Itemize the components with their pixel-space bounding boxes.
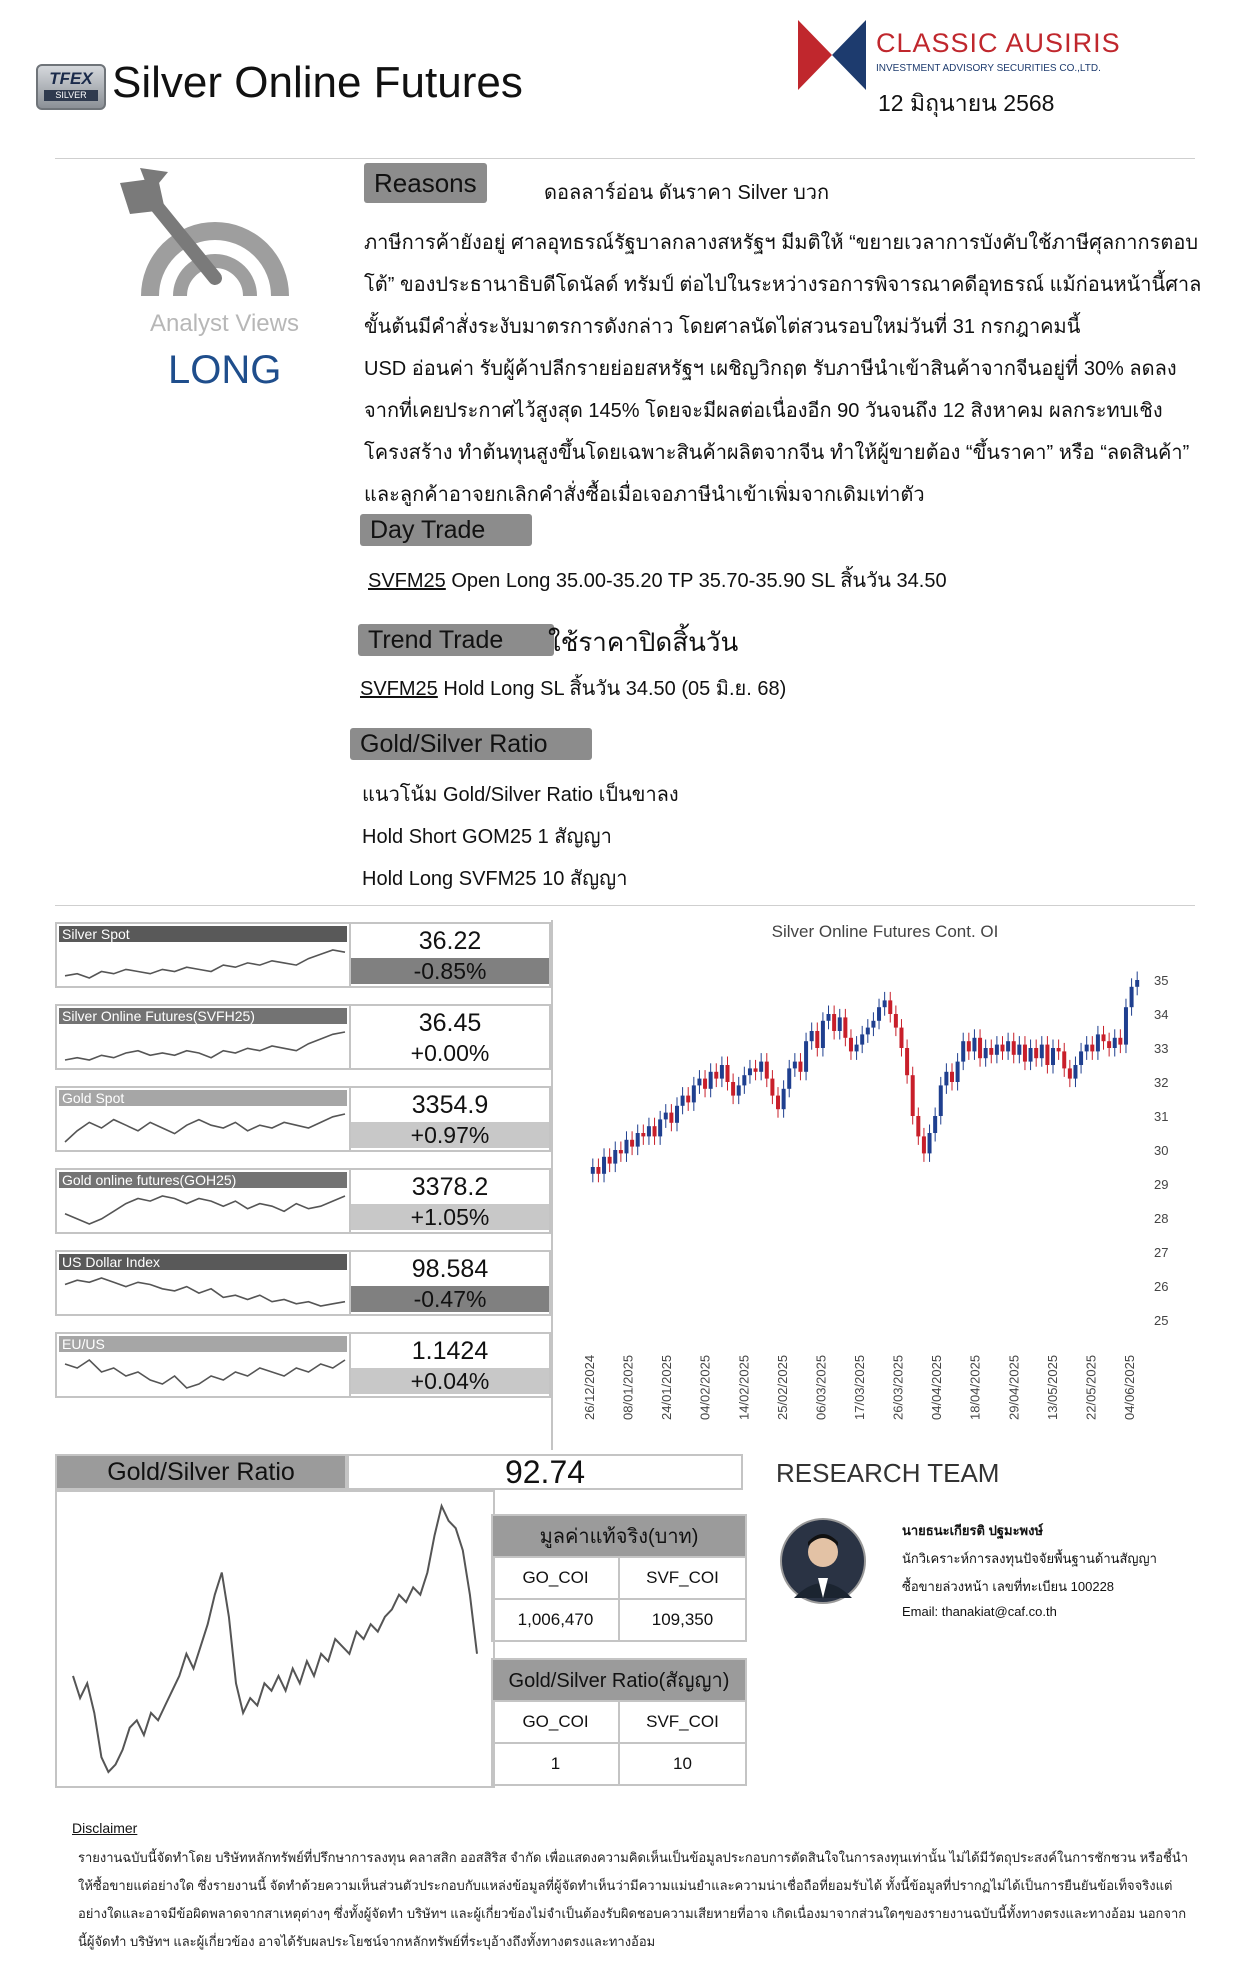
header-divider xyxy=(55,158,1195,159)
candle-body xyxy=(1062,1051,1066,1068)
gs-ratio-notes xyxy=(362,774,679,900)
gs-note-line: แนวโน้ม Gold/Silver Ratio เป็นขาลง xyxy=(362,784,679,806)
y-tick-label: 27 xyxy=(1154,1245,1169,1260)
candle-body xyxy=(602,1157,606,1174)
candle-body xyxy=(899,1028,903,1048)
candle-body xyxy=(1001,1045,1005,1052)
candle-body xyxy=(815,1031,819,1048)
sparkline-path xyxy=(65,1114,345,1142)
disclaimer-title: Disclaimer xyxy=(72,1820,138,1836)
ratio-line-chart xyxy=(65,1500,485,1780)
sparkline-path xyxy=(65,1278,345,1306)
ratio-label: Gold/Silver Ratio xyxy=(55,1454,347,1490)
ratio-contracts-table xyxy=(491,1658,747,1786)
candle-body xyxy=(1085,1045,1089,1052)
candle-body xyxy=(675,1106,679,1123)
candle-body xyxy=(984,1048,988,1058)
y-tick-label: 25 xyxy=(1154,1313,1169,1328)
day-trade-symbol: SVFM25 xyxy=(368,570,446,592)
market-box-eurusd xyxy=(55,1332,551,1398)
x-tick-label: 25/02/2025 xyxy=(774,1354,790,1420)
brand-subtitle: INVESTMENT ADVISORY SECURITIES CO.,LTD. xyxy=(876,63,1101,74)
reasons-line: ภาษีการค้ายังอยู่ ศาลอุทธรณ์รัฐบาลกลางสหรัฐฯ มีมติให้ “ขยายเวลาการบังคับใช้ภาษีศุลกากรตอบ xyxy=(364,232,1199,254)
market-value: 3378.2 xyxy=(411,1173,489,1201)
table-header: SVF_COI xyxy=(619,1701,746,1743)
candle-body xyxy=(961,1041,965,1061)
market-name: Silver Spot xyxy=(59,926,347,942)
day-trade-text: Open Long 35.00-35.20 TP 35.70-35.90 SL สิ้นวัน 34.50 xyxy=(445,570,947,592)
gs-note-line: Hold Long SVFM25 10 สัญญา xyxy=(362,868,628,890)
candle-body xyxy=(1113,1038,1117,1048)
x-tick-label: 14/02/2025 xyxy=(736,1354,752,1420)
candle-body xyxy=(765,1062,769,1079)
x-tick-label: 13/05/2025 xyxy=(1044,1354,1060,1420)
candle-body xyxy=(939,1085,943,1116)
table-header: GO_COI xyxy=(492,1557,619,1599)
candle-body xyxy=(967,1041,971,1051)
candle-body xyxy=(1017,1045,1021,1055)
candle-body xyxy=(653,1126,657,1136)
ratio-value: 92.74 xyxy=(347,1454,743,1490)
candle-body xyxy=(596,1167,600,1174)
candle-body xyxy=(1023,1045,1027,1062)
candle-body xyxy=(770,1079,774,1096)
brand-logo-icon xyxy=(798,20,866,90)
candle-body xyxy=(838,1017,842,1031)
table-header: GO_COI xyxy=(492,1701,619,1743)
x-tick-label: 17/03/2025 xyxy=(852,1354,867,1420)
brand-name: CLASSIC AUSIRIS xyxy=(876,28,1121,58)
table-title: Gold/Silver Ratio(สัญญา) xyxy=(492,1659,746,1701)
candle-body xyxy=(787,1068,791,1088)
candle-body xyxy=(1034,1048,1038,1058)
candle-body xyxy=(1051,1048,1055,1065)
candle-body xyxy=(933,1116,937,1133)
market-name: US Dollar Index xyxy=(59,1254,347,1270)
candle-body xyxy=(843,1017,847,1037)
candle-body xyxy=(709,1072,713,1089)
candle-body xyxy=(1107,1041,1111,1048)
report-date: 12 มิถุนายน 2568 xyxy=(878,90,1055,116)
candle-body xyxy=(624,1140,628,1154)
y-tick-label: 29 xyxy=(1154,1177,1169,1192)
y-tick-label: 32 xyxy=(1154,1075,1169,1090)
y-tick-label: 34 xyxy=(1154,1007,1169,1022)
candle-body xyxy=(1029,1048,1033,1062)
candle-body xyxy=(894,1014,898,1028)
candle-body xyxy=(804,1041,808,1072)
reasons-line: โครงสร้าง ทำต้นทุนสูงขึ้นโดยเฉพาะสินค้าผลิตจากจีน ทำให้ผู้ขายต้อง “ขึ้นราคา” หรือ “ลดสินค้า” xyxy=(364,442,1190,464)
sparkline-path xyxy=(65,950,345,978)
candle-body xyxy=(883,1000,887,1007)
disclaimer-text: รายงานฉบับนี้จัดทำโดย บริษัทหลักทรัพย์ที่ปรึกษาการลงทุน คลาสสิก ออสสิริส จำกัด เพื่อแสดงความคิดเห็นเป็นข้อมูลประกอบการตัดสินใจในการลงทุนเท่านั้น ไม่ได้มีวัตถุประสงค์ในการชักชวน หรือชี้นำให้ซื้อขายแต่อย่างใด ซึ่งรายงานนี้ จัดทำด้วยความเห็นส่วนตัวประกอบกับแหล่งข้อมูลที่ผู้จัดทำเห็นว่ามีความแม่นยำและความน่าเชื่อถือที่ยอมรับได้ ทั้งนี้ข้อมูลที่ปรากฏไม่ได้เป็นการยืนยันข้อเท็จจริงแต่อย่างใดและอาจมีข้อผิดพลาดจากสาเหตุต่างๆ ซึ่งทั้งผู้จัดทำ บริษัทฯ และผู้เกี่ยวข้องไม่จำเป็นต้องรับผิดชอบความเสียหายที่อาจ เกิดเนื่องมาจากส่วนใดๆของรายงานฉบับนี้ทั้งทางตรงและทางอ้อม นอกจากนี้ผู้จัดทำ บริษัทฯ และผู้เกี่ยวข้อง อาจได้รับผลประโยชน์จากหลักทรัพย์ที่ระบุอ้างถึงทั้งทางตรงและทางอ้อม xyxy=(78,1850,1189,1949)
candle-body xyxy=(956,1062,960,1082)
trend-trade-text: Hold Long SL สิ้นวัน 34.50 (05 มิ.ย. 68) xyxy=(437,678,787,700)
analyst-email[interactable]: Email: thanakiat@caf.co.th xyxy=(902,1604,1057,1619)
analyst-license: ซื้อขายล่วงหน้า เลขที่ทะเบียน 100228 xyxy=(902,1579,1115,1594)
candle-body xyxy=(1057,1048,1061,1051)
candle-body xyxy=(989,1048,993,1055)
market-box-silver-futures xyxy=(55,1004,551,1070)
candle-body xyxy=(613,1150,617,1164)
candle-body xyxy=(860,1034,864,1044)
candle-body xyxy=(759,1062,763,1072)
x-tick-label: 08/01/2025 xyxy=(620,1354,636,1420)
candle-body xyxy=(737,1085,741,1095)
candle-body xyxy=(630,1140,634,1147)
market-value: 3354.9 xyxy=(411,1091,489,1119)
reasons-line: จากที่เคยประกาศไว้สูงสุด 145% โดยจะมีผลต่อเนื่องอีก 90 วันจนถึง 12 สิงหาคม ผลกระทบเชิง xyxy=(364,400,1163,422)
candle-body xyxy=(1118,1038,1122,1045)
table-header: SVF_COI xyxy=(619,1557,746,1599)
candle-body xyxy=(950,1072,954,1082)
market-change: +1.05% xyxy=(351,1204,549,1230)
sparkline-path xyxy=(65,1196,345,1224)
ratio-chart-frame xyxy=(55,1490,495,1788)
candle-body xyxy=(664,1113,668,1120)
candle-body xyxy=(1040,1045,1044,1059)
analyst-name: นายธนะเกียรติ ปฐมะพงษ์ xyxy=(902,1523,1044,1538)
market-name: EU/US xyxy=(59,1336,347,1352)
market-value: 36.22 xyxy=(418,927,482,955)
candle-body xyxy=(669,1113,673,1123)
market-change: -0.85% xyxy=(351,958,549,984)
x-tick-label: 29/04/2025 xyxy=(1006,1354,1022,1420)
candle-body xyxy=(1073,1065,1077,1079)
candle-body xyxy=(995,1045,999,1055)
candle-body xyxy=(703,1079,707,1089)
y-tick-label: 33 xyxy=(1154,1041,1169,1056)
candle-body xyxy=(1006,1041,1010,1051)
sparkline xyxy=(61,944,349,984)
reasons-tag: Reasons xyxy=(364,163,487,203)
page-title: Silver Online Futures xyxy=(112,58,523,107)
candle-body xyxy=(1079,1051,1083,1065)
market-value: 98.584 xyxy=(411,1255,489,1283)
candle-body xyxy=(726,1065,730,1082)
market-box-dollar-index xyxy=(55,1250,551,1316)
candle-body xyxy=(905,1048,909,1075)
candle-body xyxy=(754,1068,758,1071)
sparkline xyxy=(61,1272,349,1312)
candle-body xyxy=(1135,980,1139,987)
analyst-views-label: Analyst Views xyxy=(150,310,299,337)
candle-body xyxy=(821,1021,825,1048)
sparkline xyxy=(61,1026,349,1066)
y-tick-label: 30 xyxy=(1154,1143,1169,1158)
candle-body xyxy=(636,1133,640,1147)
candle-body xyxy=(692,1085,696,1102)
table-title: มูลค่าแท้จริง(บาท) xyxy=(492,1515,746,1557)
table-cell: 10 xyxy=(619,1743,746,1785)
x-tick-label: 22/05/2025 xyxy=(1083,1354,1099,1420)
day-trade-line xyxy=(368,560,947,602)
trend-trade-note: ใช้ราคาปิดสิ้นวัน xyxy=(548,627,739,657)
y-tick-label: 35 xyxy=(1154,973,1169,988)
reasons-line: โต้” ของประธานาธิบดีโดนัลด์ ทรัมป์ ต่อไปในระหว่างรอการพิจารณาคดีอุทธรณ์ แม้ก่อนหน้านี้ศาล xyxy=(364,274,1202,296)
analyst-role: นักวิเคราะห์การลงทุนปัจจัยพื้นฐานด้านสัญญา xyxy=(902,1551,1157,1566)
trend-trade-tag: Trend Trade xyxy=(358,624,554,656)
reasons-body xyxy=(364,222,1244,516)
tfex-logo: TFEX SILVER xyxy=(36,64,106,110)
trend-trade-symbol: SVFM25 xyxy=(360,678,438,700)
candle-body xyxy=(798,1062,802,1072)
candle-body xyxy=(827,1014,831,1021)
market-value: 36.45 xyxy=(418,1009,482,1037)
candle-body xyxy=(782,1089,786,1109)
candle-body xyxy=(877,1007,881,1021)
candle-body xyxy=(647,1126,651,1136)
candle-body xyxy=(776,1096,780,1110)
candle-body xyxy=(1124,1007,1128,1044)
trend-trade-line xyxy=(360,668,786,710)
candle-body xyxy=(697,1079,701,1086)
candle-body xyxy=(849,1038,853,1052)
y-tick-label: 31 xyxy=(1154,1109,1169,1124)
candle-body xyxy=(608,1157,612,1164)
sparkline xyxy=(61,1354,349,1394)
candlestick-chart xyxy=(580,950,1220,1430)
market-change: +0.00% xyxy=(410,1040,490,1066)
candle-body xyxy=(916,1116,920,1136)
analyst-view-value: LONG xyxy=(168,348,282,392)
candle-body xyxy=(1096,1034,1100,1051)
reasons-line: ขั้นต้นมีคำสั่งระงับมาตรการดังกล่าว โดยศาลนัดไต่สวนรอบใหม่วันที่ 31 กรกฎาคมนี้ xyxy=(364,316,1081,338)
reasons-line: และลูกค้าอาจยกเลิกคำสั่งซื้อเมื่อเจอภาษีนำเข้าเพิ่มจากเดิมเท่าตัว xyxy=(364,484,925,506)
candle-body xyxy=(911,1075,915,1116)
reasons-headline: ดอลลาร์อ่อน ดันราคา Silver บวก xyxy=(544,182,830,204)
candle-body xyxy=(658,1119,662,1136)
table-cell: 1,006,470 xyxy=(492,1599,619,1641)
target-icon xyxy=(110,168,300,308)
x-tick-label: 18/04/2025 xyxy=(967,1354,983,1420)
candle-body xyxy=(888,1000,892,1014)
x-tick-label: 06/03/2025 xyxy=(813,1354,829,1420)
candle-body xyxy=(1068,1068,1072,1078)
candle-body xyxy=(720,1065,724,1079)
gs-ratio-tag: Gold/Silver Ratio xyxy=(350,728,592,760)
day-trade-tag: Day Trade xyxy=(360,514,532,546)
analyst-photo xyxy=(780,1518,866,1604)
candle-body xyxy=(681,1096,685,1106)
candle-body xyxy=(972,1038,976,1052)
x-tick-label: 26/12/2024 xyxy=(582,1354,597,1420)
market-box-gold-futures xyxy=(55,1168,551,1234)
market-change: -0.47% xyxy=(351,1286,549,1312)
fair-value-table xyxy=(491,1514,747,1642)
y-tick-label: 26 xyxy=(1154,1279,1169,1294)
ratio-line xyxy=(73,1506,477,1772)
y-tick-label: 28 xyxy=(1154,1211,1169,1226)
market-box-gold-spot xyxy=(55,1086,551,1152)
candle-body xyxy=(866,1028,870,1035)
candle-body xyxy=(591,1167,595,1174)
market-name: Silver Online Futures(SVFH25) xyxy=(59,1008,347,1024)
section-divider xyxy=(55,905,1195,906)
x-tick-label: 24/01/2025 xyxy=(659,1354,675,1420)
candle-body xyxy=(748,1068,752,1075)
panel-divider xyxy=(551,920,553,1450)
candle-body xyxy=(742,1075,746,1085)
sparkline xyxy=(61,1108,349,1148)
candle-body xyxy=(944,1072,948,1086)
candle-body xyxy=(731,1082,735,1096)
chart-title: Silver Online Futures Cont. OI xyxy=(771,922,999,941)
sparkline-path xyxy=(65,1360,345,1388)
candle-body xyxy=(871,1021,875,1028)
candle-body xyxy=(714,1072,718,1079)
market-box-silver-spot xyxy=(55,922,551,988)
gs-note-line: Hold Short GOM25 1 สัญญา xyxy=(362,826,612,848)
market-value: 1.1424 xyxy=(411,1337,489,1365)
candle-body xyxy=(922,1136,926,1153)
x-tick-label: 04/02/2025 xyxy=(697,1354,713,1420)
x-tick-label: 04/06/2025 xyxy=(1122,1354,1137,1420)
market-name: Gold Spot xyxy=(59,1090,347,1106)
table-cell: 109,350 xyxy=(619,1599,746,1641)
candle-body xyxy=(832,1014,836,1031)
sparkline-path xyxy=(65,1032,345,1060)
candle-body xyxy=(1045,1045,1049,1065)
candle-body xyxy=(1090,1045,1094,1052)
market-change: +0.97% xyxy=(351,1122,549,1148)
reasons-line: USD อ่อนค่า รับผู้ค้าปลีกรายย่อยสหรัฐฯ เผชิญวิกฤต รับภาษีนำเข้าสินค้าจากจีนอยู่ที่ 30% ลดลง xyxy=(364,358,1177,380)
candle-body xyxy=(793,1062,797,1069)
x-tick-label: 26/03/2025 xyxy=(890,1354,906,1420)
x-tick-label: 04/04/2025 xyxy=(929,1354,945,1420)
candle-body xyxy=(619,1150,623,1153)
candle-body xyxy=(1102,1034,1106,1041)
research-team-title: RESEARCH TEAM xyxy=(776,1458,1000,1488)
candle-body xyxy=(978,1038,982,1058)
candle-body xyxy=(810,1031,814,1041)
candle-body xyxy=(1130,987,1134,1007)
candle-body xyxy=(855,1045,859,1052)
candle-body xyxy=(641,1133,645,1136)
candle-body xyxy=(928,1133,932,1153)
candle-body xyxy=(1012,1041,1016,1055)
table-cell: 1 xyxy=(492,1743,619,1785)
market-change: +0.04% xyxy=(351,1368,549,1394)
market-name: Gold online futures(GOH25) xyxy=(59,1172,347,1188)
sparkline xyxy=(61,1190,349,1230)
candle-body xyxy=(686,1096,690,1103)
